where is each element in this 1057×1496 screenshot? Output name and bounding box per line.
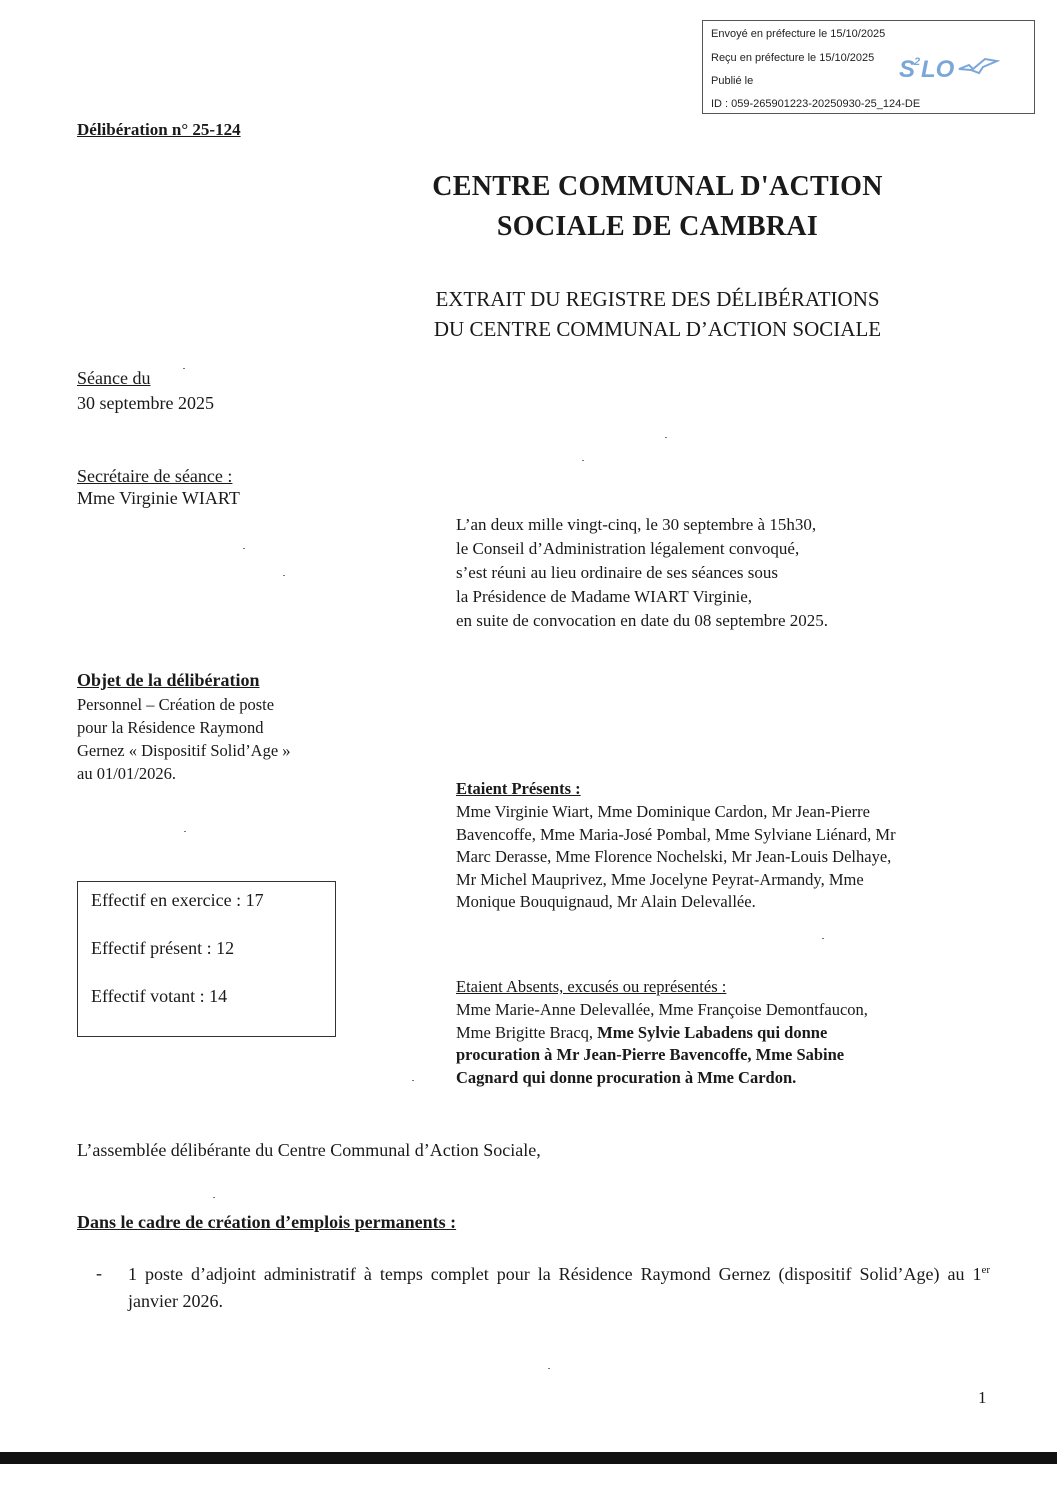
bullet-superscript: er — [981, 1264, 990, 1276]
prefecture-stamp — [702, 20, 1035, 114]
effectifs-box — [77, 881, 336, 1037]
bullet-text — [128, 1261, 990, 1315]
scan-speck — [183, 368, 185, 369]
intro-paragraph — [456, 513, 828, 633]
scan-speck — [822, 938, 824, 939]
absents-line — [456, 1022, 996, 1045]
absents-label: Etaient Absents, excusés ou représentés : — [456, 977, 727, 996]
stamp-recu: Reçu en préfecture le 15/10/2025 — [711, 52, 875, 64]
objet-line: au 01/01/2026. — [77, 764, 176, 783]
deliberation-number: Délibération n° 25-124 — [77, 120, 241, 139]
assemblee-text: L’assemblée délibérante du Centre Communal d’Action Sociale, — [77, 1140, 541, 1160]
absents-line-normal: Mme Brigitte Bracq, — [456, 1022, 598, 1042]
stamp-envoye: Envoyé en préfecture le 15/10/2025 — [711, 28, 886, 40]
presents-label: Etaient Présents : — [456, 779, 581, 798]
scan-speck — [283, 575, 285, 576]
objet-line: Personnel – Création de poste — [77, 695, 275, 714]
objet-line: pour la Résidence Raymond — [77, 718, 264, 737]
seance-label: Séance du — [77, 368, 151, 388]
scan-speck — [412, 1080, 414, 1081]
svg-text:S: S — [899, 56, 916, 83]
svg-text:2: 2 — [914, 56, 921, 68]
scan-bottom-bar — [0, 1452, 1057, 1464]
intro-line: le Conseil d’Administration légalement convoqué, — [456, 539, 800, 558]
presents-line: Mme Virginie Wiart, Mme Dominique Cardon, Mr Jean-Pierre — [456, 802, 870, 821]
intro-line: la Présidence de Madame WIART Virginie, — [456, 587, 753, 606]
scan-speck — [213, 1197, 215, 1198]
objet-label: Objet de la délibération — [77, 670, 260, 690]
page-title — [330, 167, 985, 247]
effectif-exercice: Effectif en exercice : 17 — [91, 890, 264, 910]
stamp-id: ID : 059-265901223-20250930-25_124-DE — [711, 98, 921, 110]
absents-list — [456, 999, 996, 1089]
page-subtitle — [330, 284, 985, 344]
secretaire-name: Mme Virginie WIART — [77, 488, 240, 508]
presents-line: Mr Michel Mauprivez, Mme Jocelyne Peyrat-Armandy, Mme — [456, 869, 864, 889]
absents-line: procuration à Mr Jean-Pierre Bavencoffe, Mme Sabine — [456, 1045, 845, 1064]
presents-line: Monique Bouquignaud, Mr Alain Delevallée. — [456, 892, 756, 911]
scan-speck — [582, 460, 584, 461]
scan-speck — [184, 831, 186, 832]
title-line-1: CENTRE COMMUNAL D'ACTION — [432, 171, 883, 202]
bullet-dash: - — [96, 1263, 102, 1283]
objet-line: Gernez « Dispositif Solid’Age » — [77, 741, 291, 760]
svg-text:LO: LO — [921, 56, 955, 83]
scan-speck — [548, 1368, 550, 1369]
absents-line: Cagnard qui donne procuration à Mme Cardon. — [456, 1067, 797, 1087]
presents-line: Bavencoffe, Mme Maria-José Pombal, Mme Sylviane Liénard, Mr — [456, 824, 896, 844]
bullet-text-main: 1 poste d’adjoint administratif à temps complet pour la Résidence Raymond Gernez (dispositif Solid’Age) au 1 — [128, 1264, 982, 1284]
intro-line: s’est réuni au lieu ordinaire de ses séances sous — [456, 563, 778, 582]
intro-line: en suite de convocation en date du 08 septembre 2025. — [456, 611, 828, 630]
stamp-publie: Publié le — [711, 75, 754, 87]
effectif-votant: Effectif votant : 14 — [91, 986, 228, 1006]
absents-line-bold: Mme Sylvie Labadens qui donne — [597, 1022, 828, 1042]
scan-speck — [665, 437, 667, 438]
cadre-heading: Dans le cadre de création d’emplois permanents : — [77, 1212, 457, 1232]
objet-text — [77, 693, 291, 785]
absents-line: Mme Marie-Anne Delevallée, Mme Françoise Demontfaucon, — [456, 1000, 868, 1019]
bullet-text-end: janvier 2026. — [128, 1291, 223, 1311]
intro-line: L’an deux mille vingt-cinq, le 30 septembre à 15h30, — [456, 515, 817, 534]
page-number: 1 — [978, 1388, 987, 1407]
subtitle-line-1: EXTRAIT DU REGISTRE DES DÉLIBÉRATIONS — [435, 287, 880, 311]
scan-speck — [243, 548, 245, 549]
presents-line: Marc Derasse, Mme Florence Nochelski, Mr Jean-Louis Delhaye, — [456, 847, 892, 866]
s2lo-logo-icon — [899, 53, 1009, 83]
secretaire-label: Secrétaire de séance : — [77, 466, 233, 486]
subtitle-line-2: DU CENTRE COMMUNAL D’ACTION SOCIALE — [433, 317, 882, 341]
seance-date: 30 septembre 2025 — [77, 393, 214, 413]
title-line-2: SOCIALE DE CAMBRAI — [496, 211, 819, 242]
effectif-present: Effectif présent : 12 — [91, 938, 235, 958]
presents-list — [456, 801, 996, 914]
